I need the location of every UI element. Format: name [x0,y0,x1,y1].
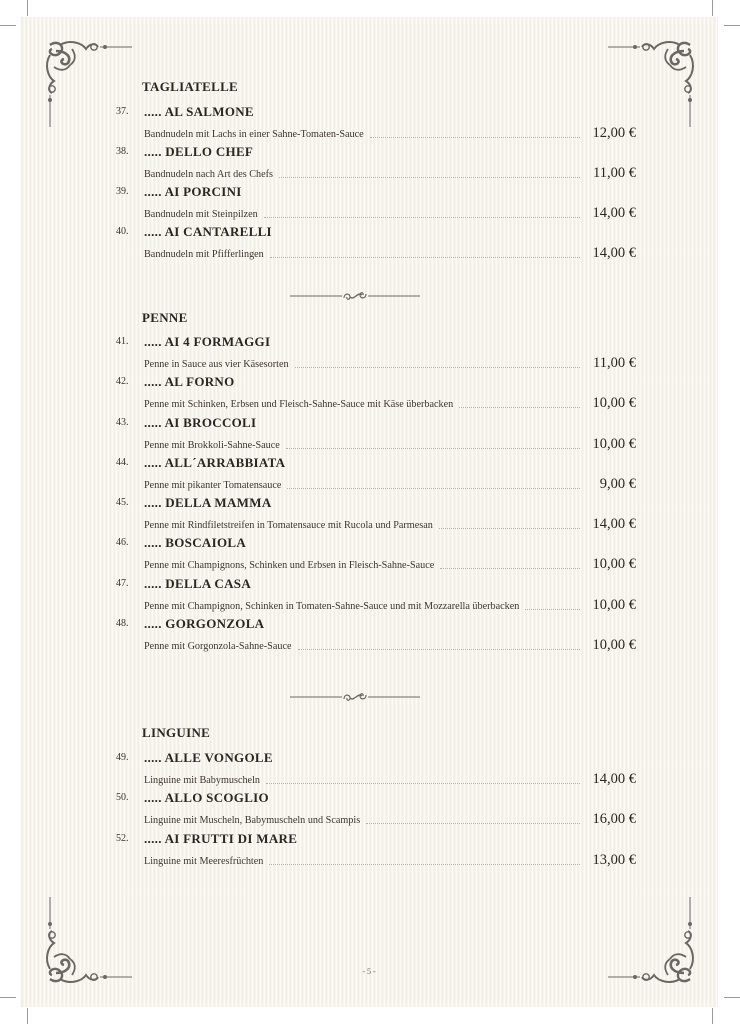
item-price: 10,00 € [592,637,636,653]
item-description: Bandnudeln mit Pfifferlingen [144,249,264,260]
item-description: Linguine mit Meeresfrüchten [144,856,264,867]
crop-mark [0,25,16,26]
crop-mark [27,1008,28,1024]
menu-item [116,618,636,658]
dotted-leader [295,367,580,368]
item-name: ..... AI BROCCOLI [144,415,257,430]
menu-item [116,146,636,186]
item-price: 9,00 € [599,476,636,492]
dotted-leader [264,217,580,218]
item-price: 14,00 € [592,245,636,261]
menu-item [116,792,636,832]
item-description: Linguine mit Muscheln, Babymuscheln und Scampis [144,815,361,826]
flourish-divider-icon [290,289,420,303]
item-name: ..... AI CANTARELLI [144,224,272,239]
item-description: Penne mit Schinken, Erbsen und Fleisch-Sahne-Sauce mit Käse überbacken [144,399,454,410]
item-number: 46. [116,537,129,548]
item-price: 14,00 € [592,771,636,787]
item-name: ..... ALLE VONGOLE [144,750,273,765]
item-number: 44. [116,457,129,468]
crop-mark [724,997,740,998]
section-title-linguine: LINGUINE [142,725,211,740]
menu-item [116,376,636,416]
item-name: ..... AI PORCINI [144,184,242,199]
dotted-leader [440,568,580,569]
menu-item [116,336,636,376]
item-name: ..... BOSCAIOLA [144,535,247,550]
page-number: - 5 - [362,967,376,976]
item-description: Penne mit Gorgonzola-Sahne-Sauce [144,641,292,652]
item-price: 10,00 € [592,556,636,572]
item-price: 14,00 € [592,516,636,532]
item-price: 16,00 € [592,811,636,827]
item-name: ..... ALLO SCOGLIO [144,790,269,805]
item-number: 40. [116,226,129,237]
dotted-leader [269,864,580,865]
item-price: 11,00 € [593,165,636,181]
item-price: 11,00 € [593,355,636,371]
menu-item [116,497,636,537]
item-price: 10,00 € [592,597,636,613]
item-name: ..... ALL´ARRABBIATA [144,455,286,470]
dotted-leader [439,528,580,529]
menu-page [20,17,718,1007]
crop-mark [27,0,28,16]
item-number: 41. [116,336,129,347]
item-number: 48. [116,618,129,629]
dotted-leader [459,407,580,408]
item-description: Penne mit Champignons, Schinken und Erbsen in Fleisch-Sahne-Sauce [144,560,435,571]
item-description: Linguine mit Babymuscheln [144,775,261,786]
item-name: ..... DELLA CASA [144,576,252,591]
item-number: 45. [116,497,129,508]
dotted-leader [366,823,580,824]
section-title-penne: PENNE [142,310,188,325]
item-description: Bandnudeln nach Art des Chefs [144,169,274,180]
menu-item [116,417,636,457]
menu-item [116,186,636,226]
crop-mark [0,997,16,998]
item-number: 42. [116,376,129,387]
item-name: ..... AI 4 FORMAGGI [144,334,271,349]
item-number: 47. [116,578,129,589]
menu-item [116,578,636,618]
item-number: 39. [116,186,129,197]
item-name: ..... AI FRUTTI DI MARE [144,831,298,846]
item-number: 38. [116,146,129,157]
dotted-leader [287,488,580,489]
item-description: Bandnudeln mit Steinpilzen [144,209,258,220]
item-number: 43. [116,417,129,428]
item-price: 10,00 € [592,436,636,452]
section-title-tagliatelle: TAGLIATELLE [142,79,239,94]
item-number: 52. [116,833,129,844]
item-number: 49. [116,752,129,763]
dotted-leader [279,177,580,178]
item-price: 10,00 € [592,395,636,411]
item-description: Penne mit pikanter Tomatensauce [144,480,282,491]
menu-item [116,106,636,146]
item-price: 14,00 € [592,205,636,221]
item-name: ..... DELLO CHEF [144,144,254,159]
item-price: 12,00 € [592,125,636,141]
dotted-leader [286,448,580,449]
item-description: Bandnudeln mit Lachs in einer Sahne-Tomaten-Sauce [144,129,364,140]
menu-item [116,537,636,577]
crop-mark [724,25,740,26]
item-name: ..... AL FORNO [144,374,235,389]
dotted-leader [270,257,580,258]
flourish-divider-icon [290,690,420,704]
dotted-leader [525,609,580,610]
menu-item [116,752,636,792]
item-number: 37. [116,106,129,117]
menu-item [116,457,636,497]
item-description: Penne in Sauce aus vier Käsesorten [144,359,289,370]
dotted-leader [266,783,580,784]
item-description: Penne mit Brokkoli-Sahne-Sauce [144,440,280,451]
menu-item [116,226,636,266]
item-name: ..... AL SALMONE [144,104,254,119]
dotted-leader [298,649,581,650]
crop-mark [712,0,713,16]
crop-mark [712,1008,713,1024]
menu-item [116,833,636,873]
item-name: ..... DELLA MAMMA [144,495,272,510]
item-name: ..... GORGONZOLA [144,616,265,631]
dotted-leader [370,137,580,138]
item-price: 13,00 € [592,852,636,868]
item-description: Penne mit Champignon, Schinken in Tomaten-Sahne-Sauce und mit Mozzarella überbacken [144,601,520,612]
item-number: 50. [116,792,129,803]
item-description: Penne mit Rindfiletstreifen in Tomatensauce mit Rucola und Parmesan [144,520,433,531]
